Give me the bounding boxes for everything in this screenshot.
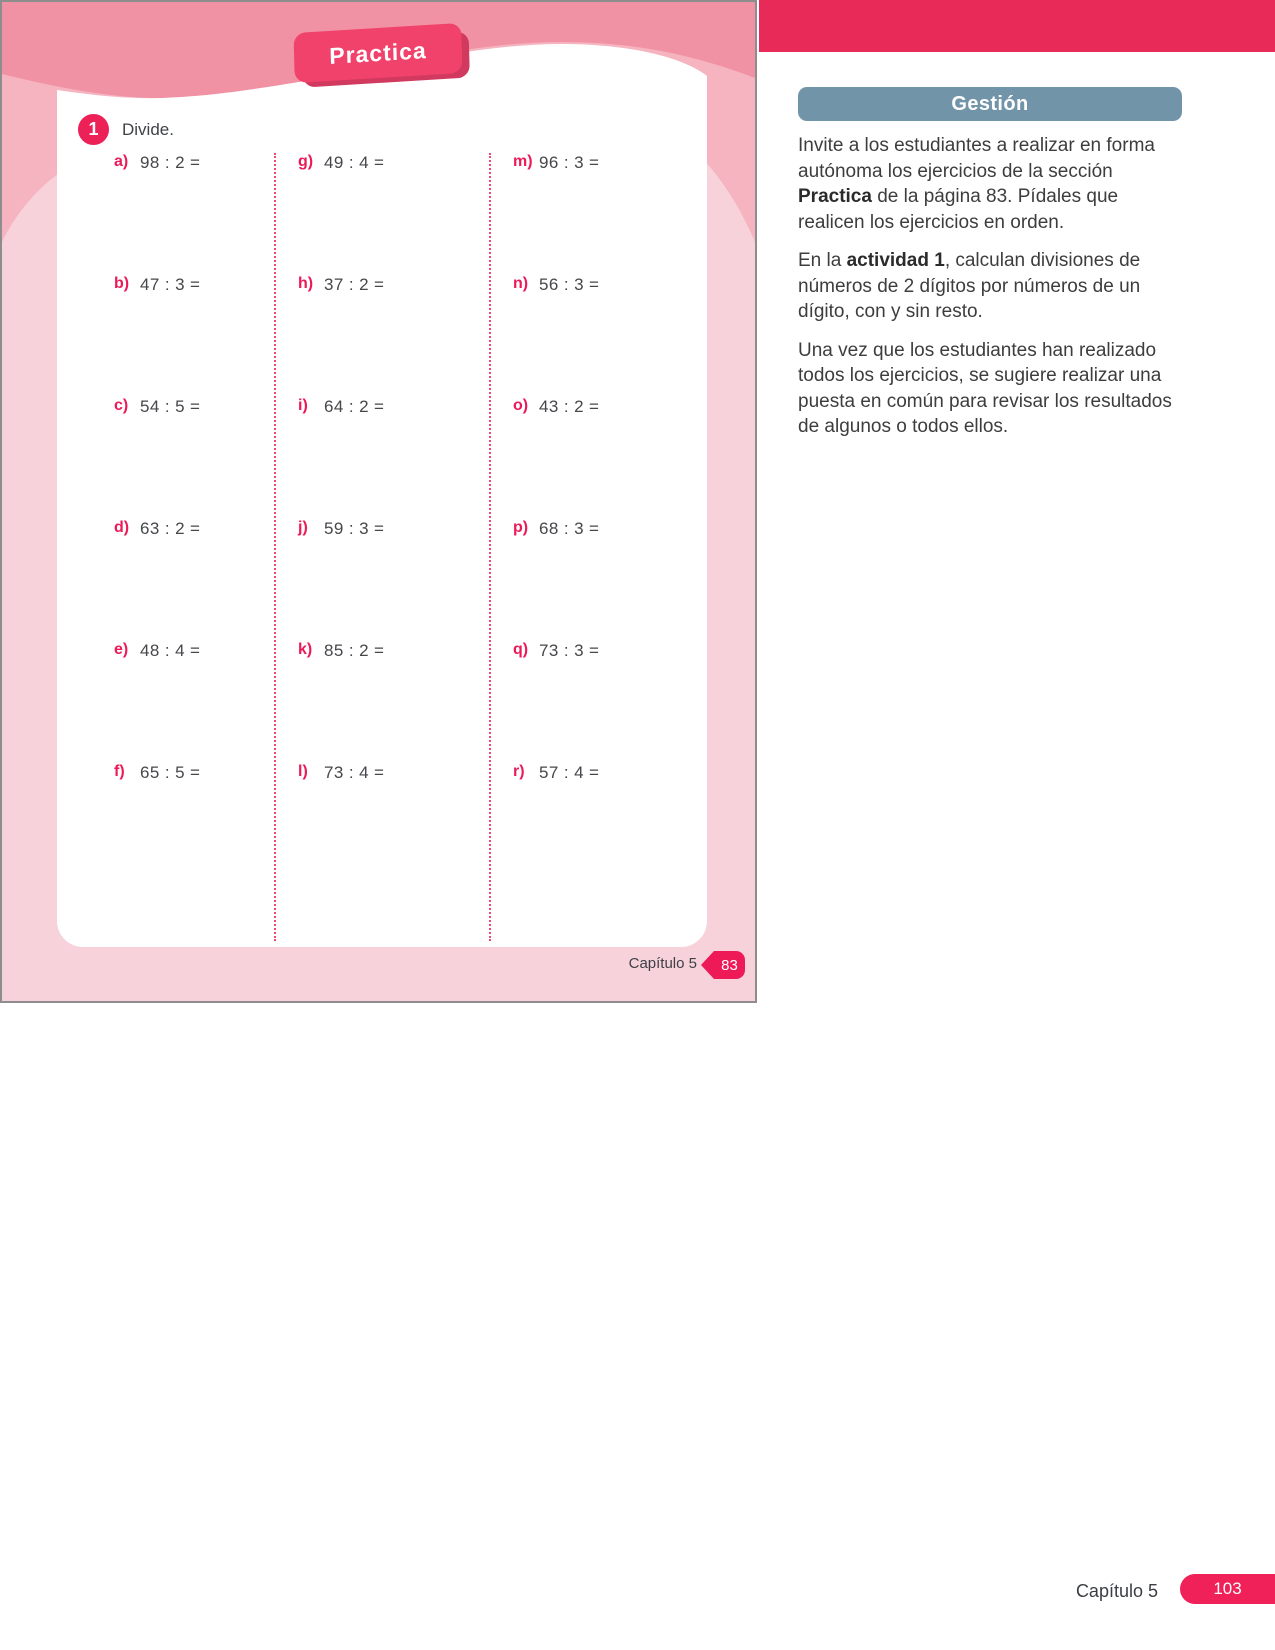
exercise-expression: 47 : 3 = — [140, 275, 201, 294]
exercise-column-1 — [114, 153, 274, 941]
exercise-item — [298, 763, 489, 885]
exercise-expression: 73 : 3 = — [539, 641, 600, 660]
exercise-letter: k) — [298, 641, 313, 658]
activity-instruction: Divide. — [122, 119, 174, 139]
exercise-letter: p) — [513, 519, 529, 536]
exercise-item — [513, 153, 705, 275]
exercise-expression: 96 : 3 = — [539, 153, 600, 172]
exercise-letter: g) — [298, 153, 314, 170]
exercise-item — [513, 397, 705, 519]
exercise-expression: 59 : 3 = — [324, 519, 385, 538]
student-page-number-badge: 83 — [714, 951, 745, 979]
exercise-letter: c) — [114, 397, 129, 414]
exercise-letter: n) — [513, 275, 529, 292]
exercise-expression: 64 : 2 = — [324, 397, 385, 416]
exercise-letter: d) — [114, 519, 130, 536]
exercise-expression: 56 : 3 = — [539, 275, 600, 294]
doc-page-number-badge: 103 — [1180, 1574, 1275, 1604]
exercise-column-3 — [489, 153, 705, 941]
exercise-letter: h) — [298, 275, 314, 292]
exercise-item — [298, 153, 489, 275]
exercise-letter: o) — [513, 397, 529, 414]
badge-label: Practica — [294, 23, 463, 83]
exercise-expression: 85 : 2 = — [324, 641, 385, 660]
exercise-item — [114, 641, 274, 763]
exercise-item — [513, 641, 705, 763]
chapter-label: Capítulo 5 — [628, 955, 697, 972]
exercise-expression: 57 : 4 = — [539, 763, 600, 782]
exercise-expression: 54 : 5 = — [140, 397, 201, 416]
top-red-bar — [759, 0, 1275, 52]
doc-chapter-label: Capítulo 5 — [1075, 1581, 1158, 1601]
exercise-item — [298, 519, 489, 641]
exercise-expression: 48 : 4 = — [140, 641, 201, 660]
exercise-expression: 73 : 4 = — [324, 763, 385, 782]
sidebar-paragraph: En la actividad 1, calculan divisiones de números de 2 dígitos por números de un dígito, con y sin resto. — [798, 250, 1141, 322]
exercise-expression: 98 : 2 = — [140, 153, 201, 172]
practica-section-badge — [293, 23, 464, 83]
exercise-expression: 37 : 2 = — [324, 275, 385, 294]
exercise-item — [114, 763, 274, 885]
exercise-letter: q) — [513, 641, 529, 658]
sidebar-paragraph: Invite a los estudiantes a realizar en forma autónoma los ejercicios de la sección Practica de la página 83. Pídales que realicen los ejercicios en orden. — [798, 135, 1155, 233]
activity-number-badge: 1 — [78, 114, 109, 145]
exercise-grid — [114, 153, 705, 941]
exercise-item — [114, 275, 274, 397]
exercise-expression: 43 : 2 = — [539, 397, 600, 416]
exercise-letter: r) — [513, 763, 525, 780]
exercise-expression: 68 : 3 = — [539, 519, 600, 538]
exercise-item — [114, 519, 274, 641]
exercise-column-2 — [274, 153, 489, 941]
exercise-item — [114, 153, 274, 275]
exercise-letter: l) — [298, 763, 308, 780]
exercise-item — [298, 641, 489, 763]
exercise-item — [513, 763, 705, 885]
sidebar-paragraph: Una vez que los estudiantes han realizado todos los ejercicios, se sugiere realizar una puesta en común para revisar los resultados de algunos o todos ellos. — [798, 339, 1172, 437]
gestion-header: Gestión — [798, 87, 1182, 121]
exercise-letter: e) — [114, 641, 129, 658]
exercise-expression: 63 : 2 = — [140, 519, 201, 538]
exercise-letter: j) — [298, 519, 308, 536]
exercise-item — [513, 275, 705, 397]
activity-header — [78, 114, 174, 145]
exercise-expression: 49 : 4 = — [324, 153, 385, 172]
exercise-item — [298, 397, 489, 519]
exercise-item — [513, 519, 705, 641]
exercise-letter: m) — [513, 153, 533, 170]
exercise-letter: i) — [298, 397, 308, 414]
exercise-item — [298, 275, 489, 397]
exercise-letter: f) — [114, 763, 125, 780]
student-page-panel — [0, 0, 757, 1003]
exercise-expression: 65 : 5 = — [140, 763, 201, 782]
exercise-letter: a) — [114, 153, 129, 170]
gestion-sidebar — [798, 87, 1182, 453]
exercise-item — [114, 397, 274, 519]
exercise-letter: b) — [114, 275, 130, 292]
student-page-footer — [2, 951, 755, 981]
